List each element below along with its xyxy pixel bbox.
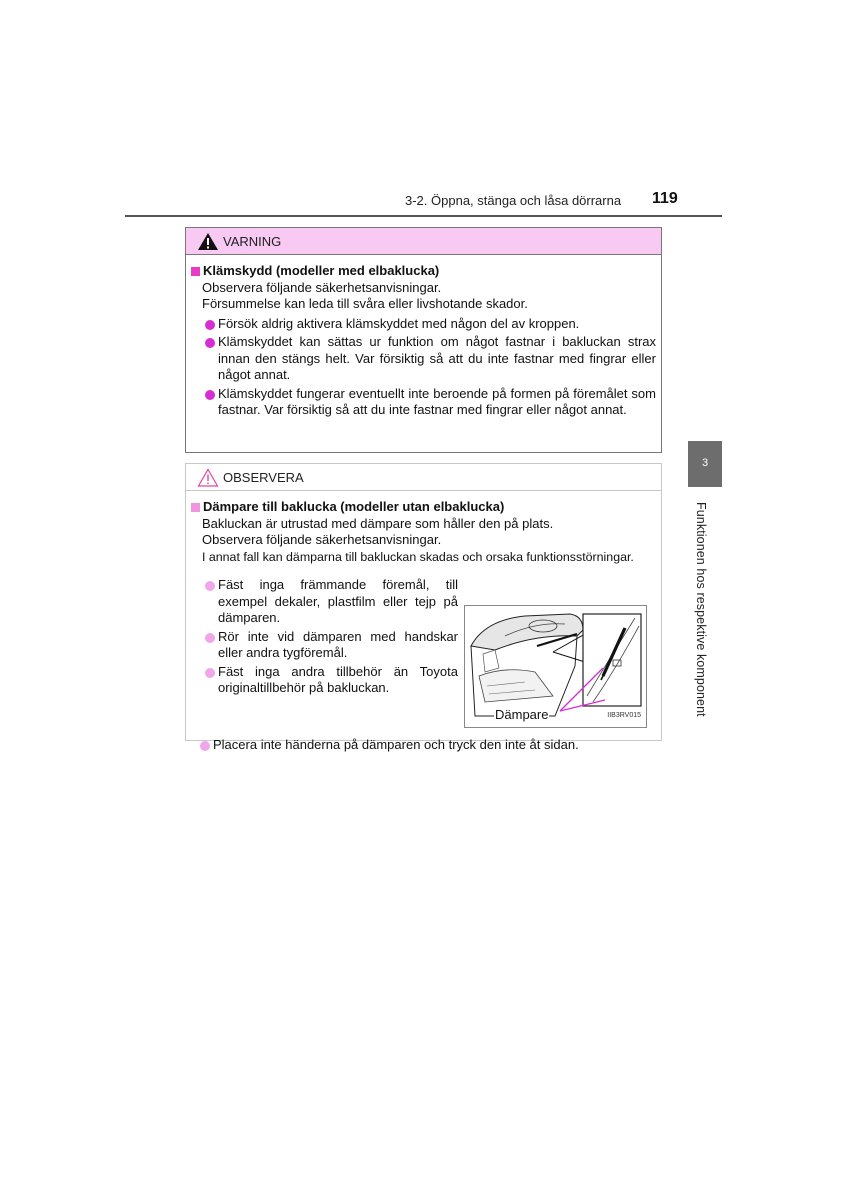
page-number: 119 — [652, 190, 678, 207]
bullet-dot-icon — [205, 390, 215, 400]
caution-intro-line: Observera följande säkerhetsanvisningar. — [202, 532, 442, 547]
caution-intro-line: Bakluckan är utrustad med dämpare som håller den på plats. — [202, 515, 554, 531]
bullet-dot-icon — [205, 338, 215, 348]
bullet-text: Fäst inga främmande föremål, till exempel dekaler, plastfilm eller tejp på dämparen. — [218, 577, 458, 625]
caution-bullet-list — [191, 577, 458, 697]
warning-triangle-icon — [197, 232, 219, 251]
bullet-text: Klämskyddet fungerar eventuellt inte beroende på formen på föremålet som fastnar. Var försiktig så att du inte fastnar med fingrar eller något annat. — [218, 385, 656, 417]
caution-triangle-icon — [197, 468, 219, 487]
warning-intro-line: Observera följande säkerhetsanvisningar. — [202, 279, 442, 295]
bullet-text: Klämskyddet kan sättas ur funktion om något fastnar i bakluckan strax innan den stängs helt. Var försiktig så att du inte fastnar med fingrar eller något annat. — [218, 334, 656, 382]
bullet-text: Fäst inga andra tillbehör än Toyota originaltillbehör på bakluckan. — [218, 663, 458, 695]
chapter-tab — [688, 441, 722, 487]
bullet-dot-icon — [200, 741, 210, 751]
list-item — [203, 316, 656, 333]
warning-header — [186, 228, 661, 255]
damper-illustration — [464, 605, 647, 728]
damper-label: Dämpare — [495, 707, 549, 722]
bullet-text: Placera inte händerna på dämparen och tryck den inte åt sidan. — [213, 737, 579, 752]
chapter-section-title: 3-2. Öppna, stänga och låsa dörrarna — [405, 193, 622, 208]
warning-intro-line: Försummelse kan leda till svåra eller livshotande skador. — [202, 296, 528, 311]
caution-box — [185, 463, 662, 752]
caution-section-title-text: Dämpare till baklucka (modeller utan elbaklucka) — [203, 499, 505, 514]
warning-section-title-text: Klämskydd (modeller med elbaklucka) — [203, 263, 440, 278]
list-item — [198, 737, 653, 754]
warning-bullet-list — [191, 316, 656, 419]
figure-code: IIB3RV015 — [607, 711, 641, 719]
bullet-dot-icon — [205, 633, 215, 643]
warning-body — [186, 255, 661, 419]
caution-intro-line: I annat fall kan dämparna till bakluckan skadas och orsaka funktionsstörningar. — [202, 549, 634, 564]
bullet-dot-icon — [205, 668, 215, 678]
caution-label: OBSERVERA — [223, 470, 304, 485]
caution-section-title — [191, 499, 656, 516]
caution-body — [186, 491, 661, 752]
square-marker-icon — [191, 503, 200, 512]
header-divider — [125, 215, 722, 217]
list-item — [203, 386, 656, 419]
list-item — [203, 629, 458, 662]
caution-header — [186, 464, 661, 491]
bullet-text: Försök aldrig aktivera klämskyddet med någon del av kroppen. — [218, 315, 580, 331]
bullet-dot-icon — [205, 581, 215, 591]
warning-section-title — [191, 263, 656, 280]
chapter-number: 3 — [701, 457, 709, 469]
list-item — [203, 664, 458, 697]
square-marker-icon — [191, 267, 200, 276]
bullet-dot-icon — [205, 320, 215, 330]
list-item — [203, 334, 656, 384]
warning-box — [185, 227, 662, 453]
bullet-text: Rör inte vid dämparen med handskar eller andra tygföremål. — [218, 628, 458, 660]
warning-label: VARNING — [223, 234, 282, 249]
list-item — [203, 577, 458, 627]
chapter-title-vertical: Funktionen hos respektive komponent — [694, 502, 708, 717]
